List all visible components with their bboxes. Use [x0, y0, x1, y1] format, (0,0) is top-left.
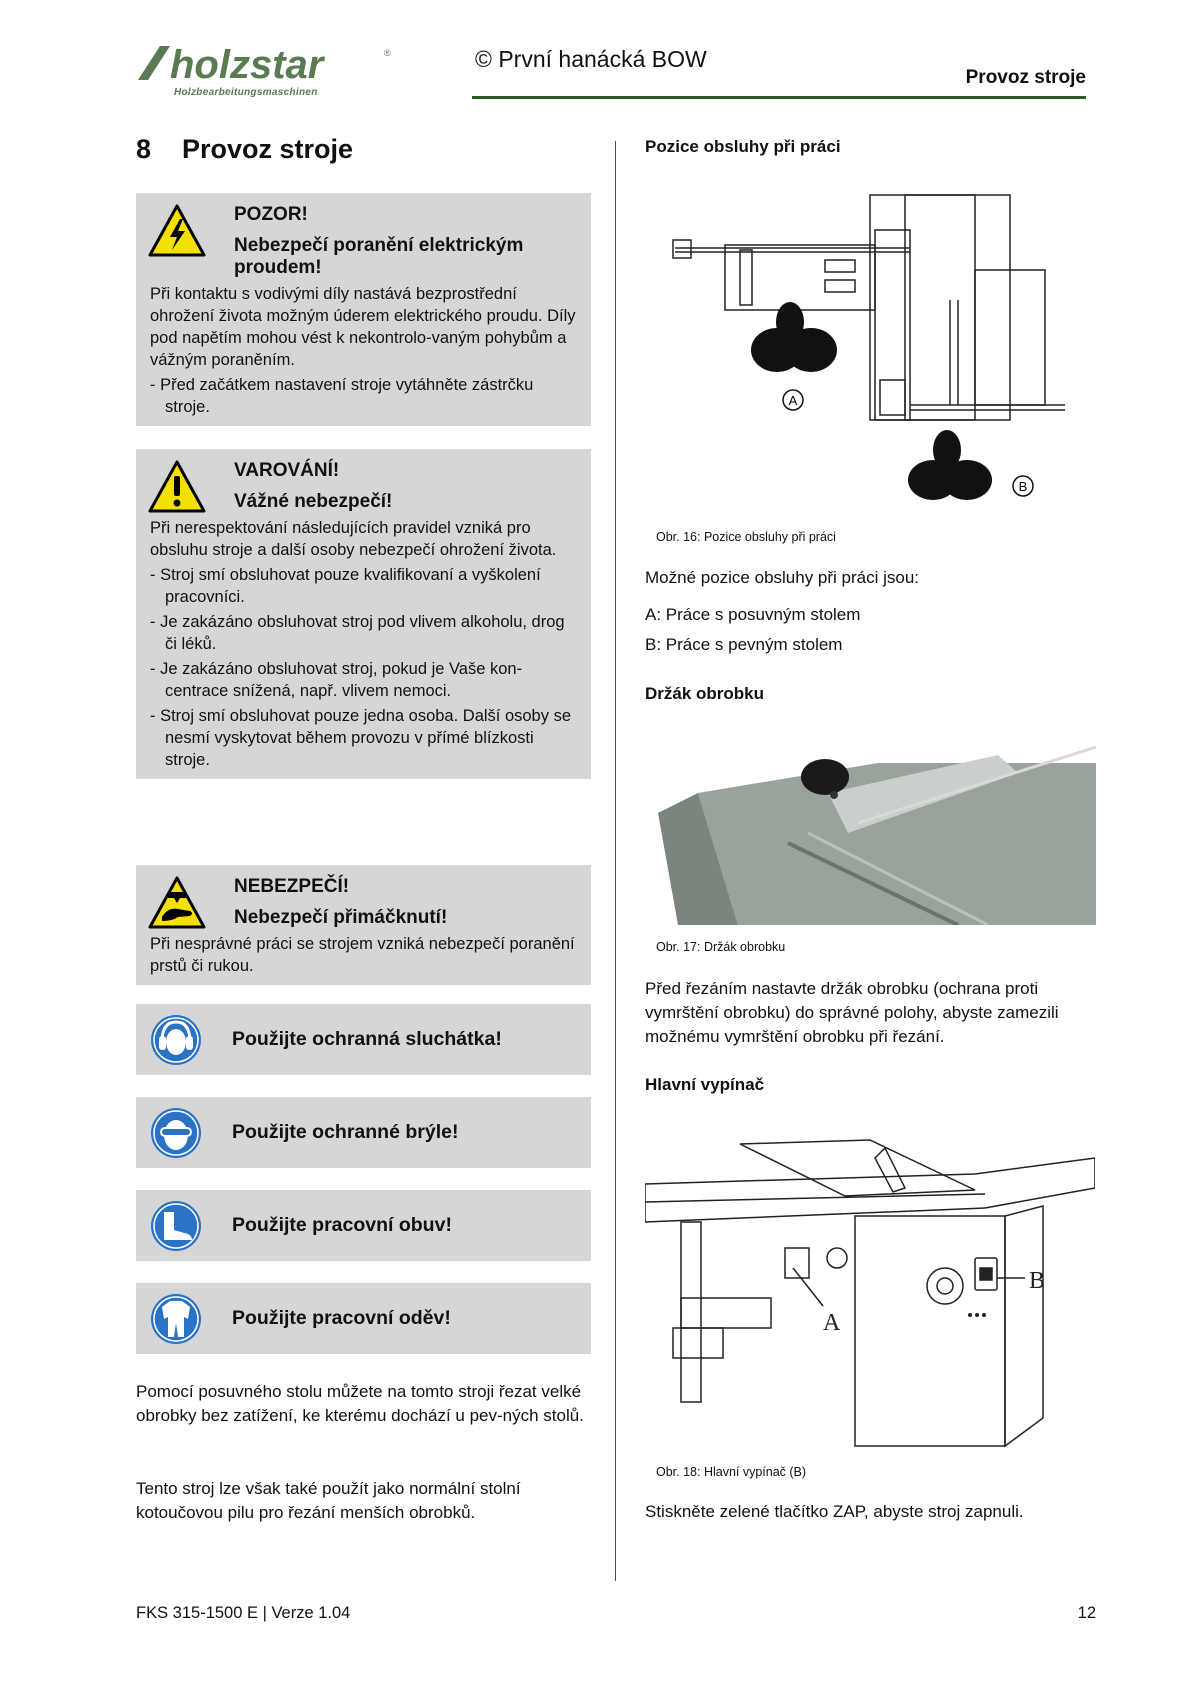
svg-text:A: A	[823, 1310, 841, 1336]
ppe-label: Použijte ochranná sluchátka!	[232, 1028, 502, 1050]
heading-operator-position: Pozice obsluhy při práci	[645, 137, 841, 156]
svg-text:®: ®	[384, 48, 391, 58]
safety-glasses-icon	[150, 1107, 202, 1159]
position-a: A: Práce s posuvným stolem	[645, 605, 861, 624]
warning-box-electric: POZOR! Nebezpečí poranění elektrickým proudem! Při kontaktu s vodivými díly nastává bezprostřední ohrožení života možným úderem elektrického proudu. Díly pod napětím mohou vést k nekontrolo-vaným pohybům a vážným poraněním. - Před začátkem nastavení stroje vytáhněte zástrčku stroje.	[136, 193, 591, 426]
ppe-label: Použijte pracovní oděv!	[232, 1307, 451, 1329]
figure-main-switch	[645, 1118, 1095, 1456]
switch-text: Stiskněte zelené tlačítko ZAP, abyste stroj zapnuli.	[645, 1502, 1024, 1521]
chapter-heading	[136, 134, 353, 165]
holder-text: Před řezáním nastavte držák obrobku (ochrana proti vymrštění obrobku) do správné polohy, abyste zamezili možnému vymrštění obrobku při řezání.	[645, 979, 1059, 1046]
crush-hazard-icon	[148, 875, 206, 931]
electric-hazard-icon	[148, 203, 206, 259]
paragraph-sliding-table: Pomocí posuvného stolu můžete na tomto stroji řezat velké obrobky bez zatížení, ke kterému dochází u pev-ných stolů.	[136, 1382, 584, 1425]
heading-main-switch: Hlavní vypínač	[645, 1075, 765, 1094]
caption-fig16: Obr. 16: Pozice obsluhy při práci	[656, 530, 836, 544]
general-warning-icon	[148, 459, 206, 515]
ppe-box-safety-boots	[136, 1190, 591, 1261]
ppe-box-protective-clothing	[136, 1283, 591, 1354]
chapter-title: Provoz stroje	[182, 134, 354, 164]
svg-text:B: B	[1029, 1268, 1046, 1294]
header-section-title: Provoz stroje	[965, 67, 1086, 88]
header-rule	[472, 96, 1086, 99]
svg-text:B: B	[1018, 479, 1028, 494]
ear-protection-icon	[150, 1014, 202, 1066]
caption-fig17: Obr. 17: Držák obrobku	[656, 940, 786, 954]
safety-boots-icon	[150, 1200, 202, 1252]
position-intro: Možné pozice obsluhy při práci jsou:	[645, 568, 920, 587]
svg-text:holzstar: holzstar	[170, 44, 324, 87]
logo-subtitle: Holzbearbeitungsmaschinen	[174, 87, 318, 98]
svg-text:A: A	[788, 393, 798, 408]
footer-page-number: 12	[1077, 1604, 1096, 1622]
figure-workpiece-holder	[658, 733, 1096, 925]
footer-model-version: FKS 315-1500 E | Verze 1.04	[136, 1604, 351, 1622]
column-divider	[615, 141, 616, 1581]
warning-box-crush: NEBEZPEČÍ! Nebezpečí přimáčknutí! Při nesprávné práci se strojem vzniká nebezpečí poranění prstů či rukou.	[136, 865, 591, 985]
ppe-label: Použijte pracovní obuv!	[232, 1214, 452, 1236]
heading-workpiece-holder: Držák obrobku	[645, 684, 765, 703]
ppe-box-safety-glasses	[136, 1097, 591, 1168]
paragraph-normal-saw: Tento stroj lze však také použít jako normální stolní kotoučovou pilu pro řezání menších obrobků.	[136, 1479, 521, 1522]
chapter-number: 8	[136, 134, 152, 164]
figure-operator-position	[665, 190, 1065, 500]
warning-box-serious: VAROVÁNÍ! Vážné nebezpečí! Při nerespektování následujících pravidel vzniká pro obsluhu stroje a další osoby nebezpečí ohrožení života. - Stroj smí obsluhovat pouze kvalifikovaní a vyškolení pracovníci. - Je zakázáno obsluhovat stroj pod vlivem alkoholu, drog či léků. - Je zakázáno obsluhovat stroj, pokud je Vaše kon-centrace snížená, např. vlivem nemoci. - Stroj smí obsluhovat pouze jedna osoba. Další osoby se nesmí vyskytovat během provozu v přímé blízkosti stroje.	[136, 449, 591, 779]
caption-fig18: Obr. 18: Hlavní vypínač (B)	[656, 1465, 807, 1479]
position-b: B: Práce s pevným stolem	[645, 635, 843, 654]
ppe-box-ear-protection	[136, 1004, 591, 1075]
protective-clothing-icon	[150, 1293, 202, 1345]
header-copyright: © První hanácká BOW	[475, 46, 707, 72]
ppe-label: Použijte ochranné brýle!	[232, 1121, 459, 1143]
